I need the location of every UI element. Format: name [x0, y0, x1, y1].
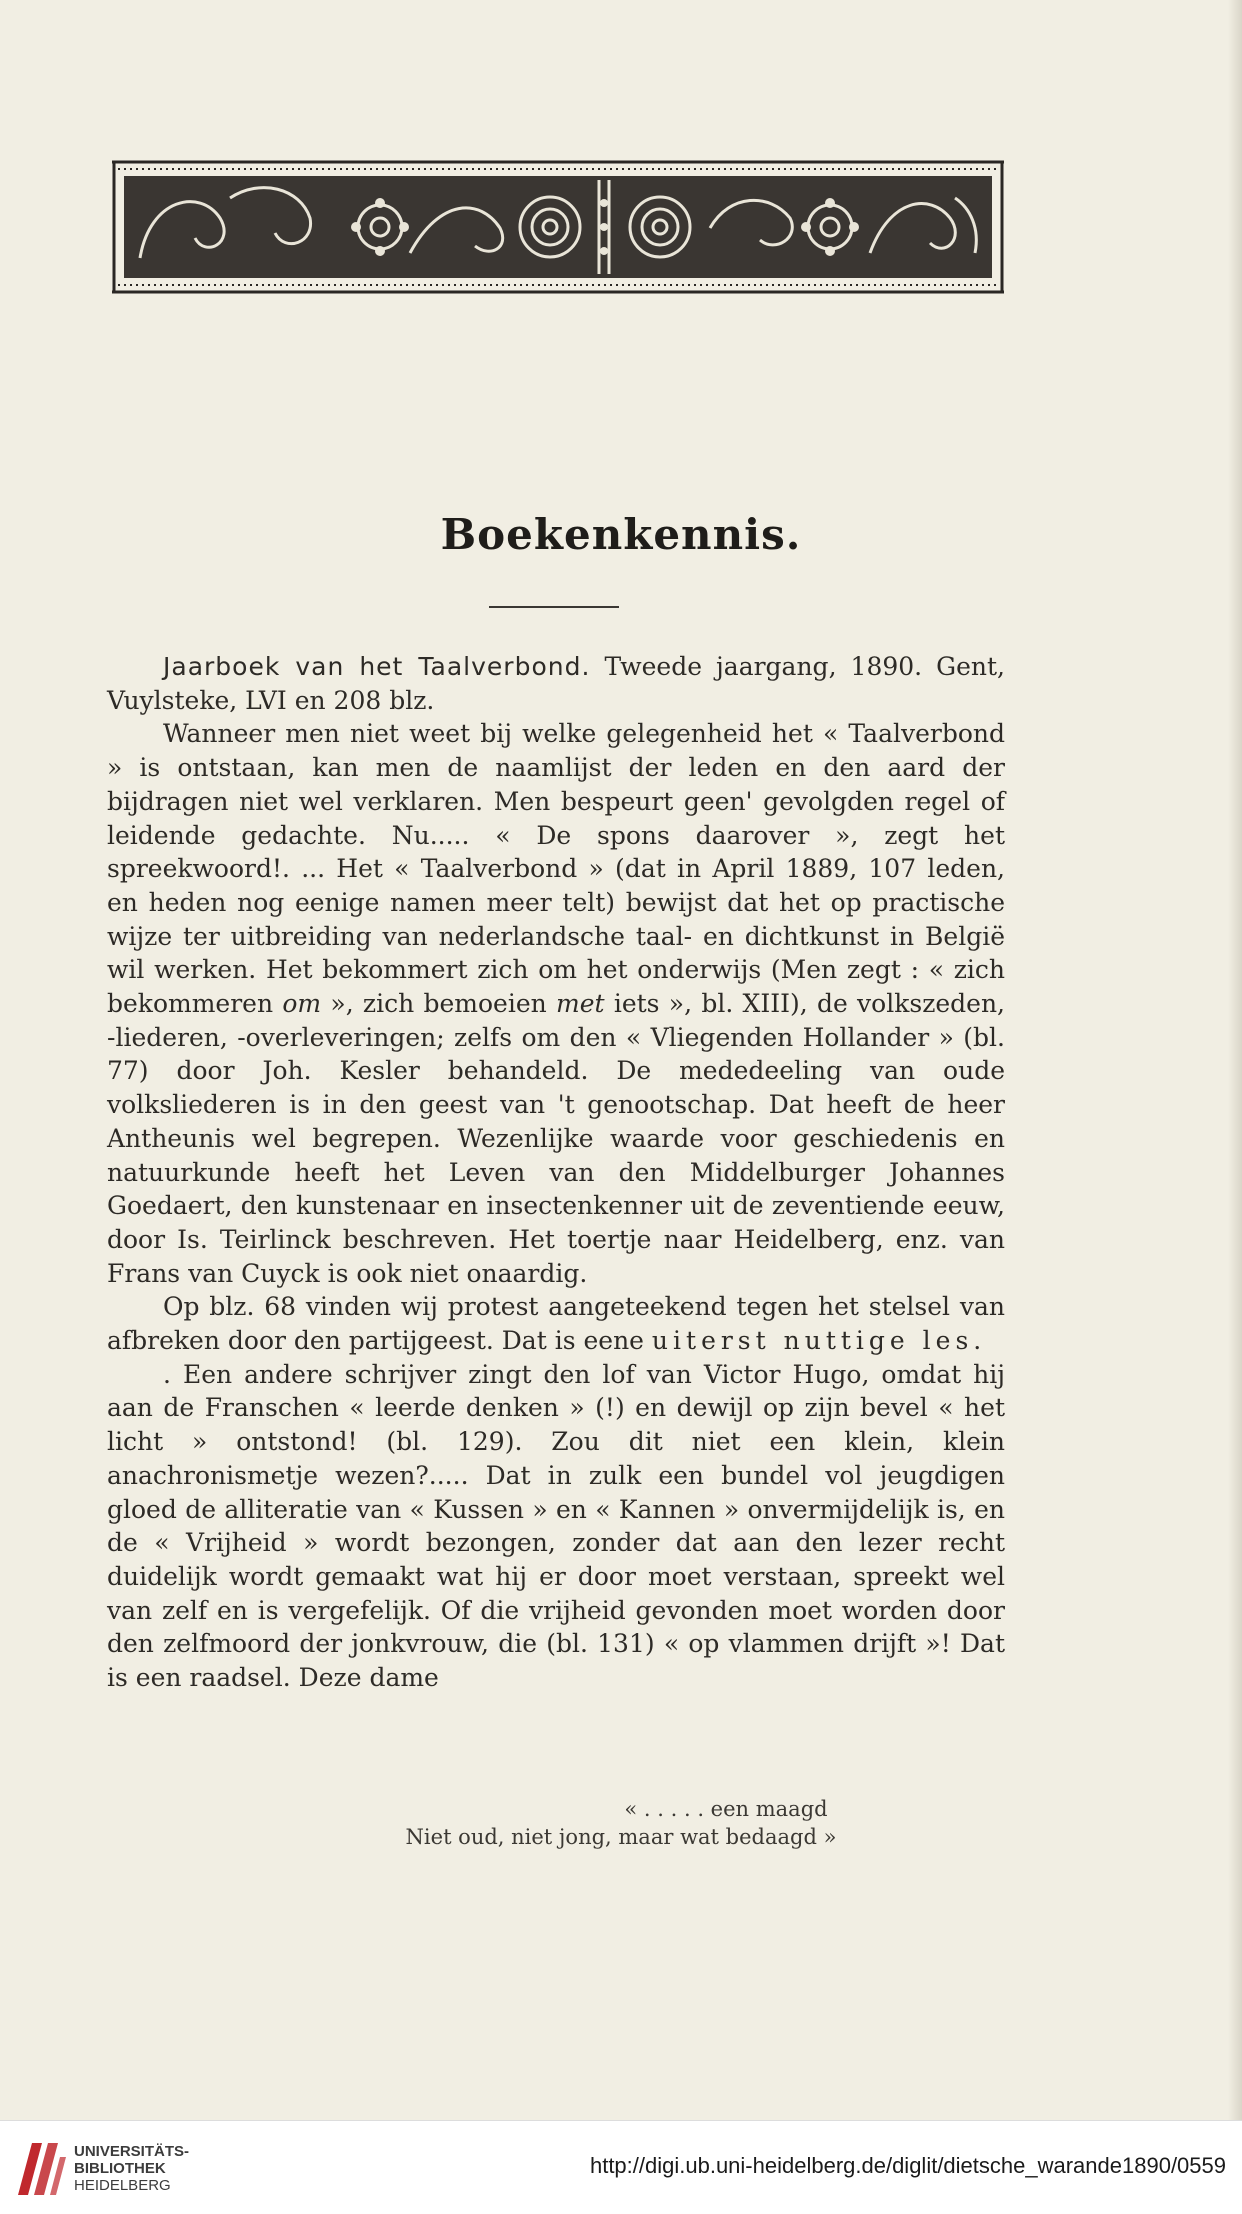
verse-quotation: [0, 1795, 1242, 1851]
paragraph-3: [107, 1290, 1005, 1357]
paragraph-4-text: . Een andere schrijver zingt den lof van Victor Hugo, omdat hij aan de Franschen « leerde denken » (!) en dewijl op zijn bevel « het licht » ontstond! (bl. 129). Zou dit niet een klein, klein anachronismetje wezen?..... Dat in zulk een bundel vol jeugdigen gloed de alliteratie van « Kussen » en « Kannen » onvermijdelijk is, en de « Vrijheid » wordt bezongen, zonder dat aan den lezer recht duidelijk wordt gemaakt wat hij er door moet verstaan, spreekt wel van zelf en is vergefelijk. Of die vrijheid gevonden moet worden door den zelfmoord der jonkvrouw, die (bl. 131) « op vlammen drijft »! Dat is een raadsel. Deze dame: [107, 1359, 1005, 1693]
library-name-line-3: HEIDELBERG: [74, 2177, 171, 2194]
paragraph-1: [107, 650, 1005, 717]
paragraph-2-text-c: iets », bl. XIII), de volkszeden, -liederen, -overleveringen; zelfs om den « Vliegenden Hollander » (bl. 77) door Joh. Kesler behandeld. De mededeeling van oude volksliederen is in den geest van 't genootschap. Dat heeft de heer Antheunis wel begrepen. Wezenlijke waarde voor geschiedenis en natuurkunde heeft het Leven van den Middelburger Johannes Goedaert, den kunstenaar en insectenkenner uit de zeventiende eeuw, door Is. Teirlinck beschreven. Het toertje naar Heidelberg, enz. van Frans van Cuyck is ook niet onaardig.: [107, 989, 1006, 1288]
library-footer: [0, 2120, 1242, 2214]
quote-line-2: Niet oud, niet jong, maar wat bedaagd »: [405, 1825, 837, 1849]
emphasis-om: om: [282, 989, 322, 1019]
emphasis-met: met: [556, 989, 605, 1019]
university-library-logo-icon: [12, 2137, 70, 2201]
book-title: Jaarboek van het Taalverbond.: [163, 652, 591, 681]
paragraph-2-text-a: Wanneer men niet weet bij welke gelegenheid het « Taalverbond » is ontstaan, kan men de naamlijst der leden en den aard der bijdragen niet wel verklaren. Men bespeurt geen' gevolgden regel of leidende gedachte. Nu..... « De spons daarover », zegt het spreekwoord!. ... Het « Taalverbond » (dat in April 1889, 107 leden, en heden nog eenige namen meer telt) bewijst dat het op practische wijze ter uitbreiding van nederlandsche taal- en dichtkunst in België wil werken. Het bekommert zich om het onderwijs (Men zegt : « zich bekommeren: [107, 719, 1005, 1019]
decorative-header-ornament: [110, 158, 1006, 296]
paragraph-4: [107, 1358, 1005, 1695]
library-name-line-1: UNIVERSITÄTS-: [74, 2143, 190, 2160]
section-heading: Boekenkennis.: [440, 510, 802, 559]
book-details: Tweede jaargang, 1890. Gent, Vuylsteke, LVI en 208 blz.: [107, 652, 1006, 715]
article-body: [107, 650, 1005, 1695]
spaced-emphasis: uiterst nuttige les: [651, 1326, 974, 1356]
paragraph-3-text-a: Op blz. 68 vinden wij protest aangeteekend tegen het stelsel van afbreken door den partijgeest. Dat is eene: [107, 1292, 1005, 1356]
source-url-link[interactable]: http://digi.ub.uni-heidelberg.de/diglit/dietsche_warande1890/0559: [589, 2153, 1226, 2178]
heading-divider: [489, 606, 619, 608]
paragraph-2-text-b: », zich bemoeien: [321, 989, 556, 1019]
library-name: [74, 2143, 189, 2194]
paragraph-3-text-b: .: [973, 1326, 982, 1356]
paragraph-2: [107, 717, 1005, 1290]
library-name-line-2: BIBLIOTHEK: [74, 2160, 166, 2177]
quote-line-1: « . . . . . een maagd: [624, 1797, 828, 1821]
